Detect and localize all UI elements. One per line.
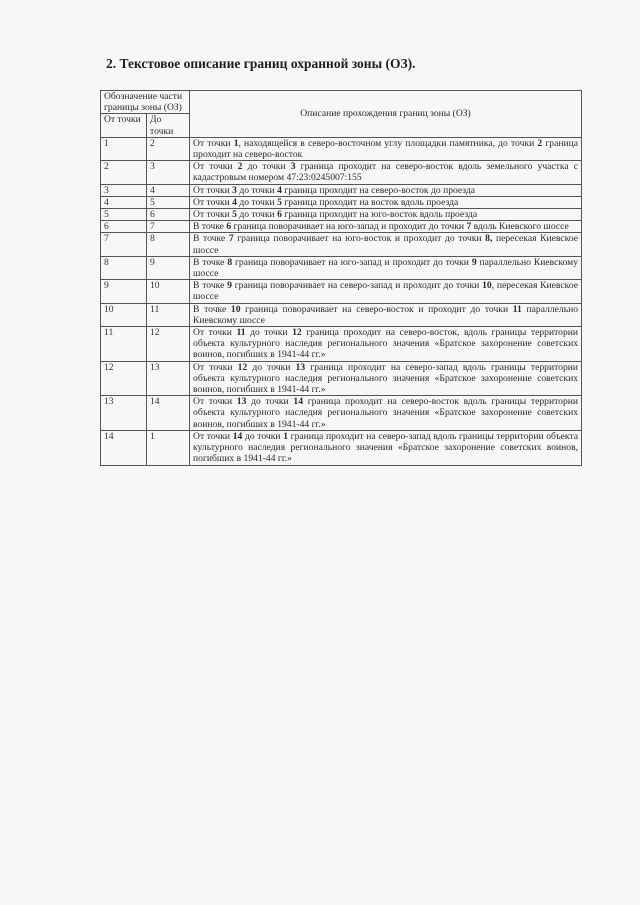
description-cell (190, 327, 582, 362)
point-number: 4 (232, 196, 237, 208)
to-point-cell: 6 (147, 209, 190, 221)
table-row (101, 430, 582, 465)
to-point-cell: 3 (147, 161, 190, 184)
header-description: Описание прохождения границ зоны (ОЗ) (190, 91, 582, 138)
description-cell (190, 233, 582, 256)
table-row (101, 396, 582, 431)
description-text: граница поворачивает на северо-запад и проходит до точки (231, 280, 483, 292)
table-header-row (101, 91, 582, 114)
description-cell (190, 256, 582, 279)
point-number: 8, (485, 233, 493, 245)
point-number: 6 (226, 221, 232, 233)
description-text: граница проходит на юго-восток вдоль проезда (281, 209, 478, 221)
description-text: В точке (193, 256, 228, 268)
from-point-cell: 4 (101, 196, 147, 208)
table-body (101, 137, 582, 465)
zone-boundary-table (100, 90, 582, 466)
header-zone-part: Обозначение части границы зоны (ОЗ) (101, 91, 190, 114)
point-number: 4 (277, 184, 282, 196)
description-cell (190, 209, 582, 221)
description-text: В точке (193, 280, 228, 292)
to-point-cell: 14 (147, 396, 190, 431)
description-cell (190, 137, 582, 160)
point-number: 10 (230, 303, 241, 315)
description-cell (190, 396, 582, 431)
table-row (101, 137, 582, 160)
description-text: до точки (242, 161, 291, 173)
table-row (101, 280, 582, 303)
description-cell (190, 280, 582, 303)
description-text: граница проходит на северо-восток до проезда (281, 184, 476, 196)
description-text: граница проходит на северо-запад вдоль границы территории объекта культурного наследия регионального значения «Братское захоронение советских воинов, погибших в 1941-44 гг.» (193, 430, 579, 465)
to-point-cell: 7 (147, 221, 190, 233)
from-point-cell: 8 (101, 256, 147, 279)
description-text: граница поворачивает на юго-восток и проходит до точки (233, 233, 486, 245)
table-row (101, 361, 582, 396)
point-number: 8 (227, 256, 233, 268)
description-text: граница проходит на северо-восток (193, 137, 578, 161)
description-text: граница поворачивает на юго-запад и проходит до точки (231, 221, 467, 233)
description-text: до точки (247, 361, 296, 373)
header-to-point: До точки (147, 114, 190, 137)
description-text: , находящейся в северо-восточном углу площадки памятника, до точки (238, 137, 538, 149)
description-text: до точки (236, 196, 278, 208)
description-text: параллельно Киевскому шоссе (193, 256, 579, 280)
to-point-cell: 5 (147, 196, 190, 208)
point-number: 11 (512, 303, 522, 315)
description-text: От точки (193, 361, 238, 373)
description-text: В точке (193, 303, 231, 315)
description-cell (190, 221, 582, 233)
point-number: 5 (232, 209, 237, 221)
table-row (101, 196, 582, 208)
from-point-cell: 5 (101, 209, 147, 221)
to-point-cell: 2 (147, 137, 190, 160)
from-point-cell: 1 (101, 137, 147, 160)
table-row (101, 221, 582, 233)
section-heading: 2. Текстовое описание границ охранной зоны (ОЗ). (106, 56, 416, 71)
point-number: 1 (233, 137, 239, 149)
description-cell (190, 196, 582, 208)
description-text: вдоль Киевского шоссе (471, 221, 569, 233)
point-number: 14 (232, 430, 243, 442)
point-number: 2 (237, 161, 243, 173)
description-text: От точки (193, 184, 233, 196)
table-row (101, 233, 582, 256)
description-text: От точки (193, 430, 233, 442)
to-point-cell: 10 (147, 280, 190, 303)
table-row (101, 209, 582, 221)
description-cell (190, 303, 582, 326)
from-point-cell: 2 (101, 161, 147, 184)
from-point-cell: 3 (101, 184, 147, 196)
description-text: От точки (193, 327, 237, 339)
from-point-cell: 14 (101, 430, 147, 465)
point-number: 2 (537, 137, 543, 149)
description-text: От точки (193, 137, 234, 149)
point-number: 6 (277, 209, 282, 221)
description-text: параллельно Киевскому шоссе (193, 303, 579, 326)
description-text: От точки (193, 396, 237, 408)
description-text: От точки (193, 196, 233, 208)
from-point-cell: 6 (101, 221, 147, 233)
to-point-cell: 1 (147, 430, 190, 465)
description-cell (190, 361, 582, 396)
point-number: 13 (236, 396, 247, 408)
from-point-cell: 11 (101, 327, 147, 362)
description-text: граница поворачивает на северо-восток и проходит до точки (240, 303, 513, 315)
to-point-cell: 9 (147, 256, 190, 279)
description-text: граница поворачивает на юго-запад и проходит до точки (232, 256, 472, 268)
point-number: 3 (232, 184, 237, 196)
description-cell (190, 161, 582, 184)
description-text: граница проходит на северо-восток вдоль земельного участка с кадастровым номером 47:23:0245007:155 (193, 161, 579, 184)
description-text: В точке (193, 233, 229, 245)
from-point-cell: 10 (101, 303, 147, 326)
description-text: до точки (236, 184, 278, 196)
description-text: до точки (242, 430, 284, 442)
description-text: , пересекая Киевское шоссе (193, 280, 579, 303)
description-text: пересекая Киевское шоссе (193, 233, 578, 256)
point-number: 12 (292, 327, 302, 339)
point-number: 5 (277, 196, 282, 208)
from-point-cell: 13 (101, 396, 147, 431)
description-cell (190, 184, 582, 196)
to-point-cell: 12 (147, 327, 190, 362)
to-point-cell: 13 (147, 361, 190, 396)
description-text: до точки (245, 327, 293, 339)
description-text: до точки (246, 396, 294, 408)
point-number: 14 (293, 396, 303, 408)
point-number: 9 (227, 280, 232, 292)
from-point-cell: 9 (101, 280, 147, 303)
header-from-point: От точки (101, 114, 147, 137)
point-number: 3 (290, 161, 296, 173)
point-number: 7 (466, 221, 472, 233)
point-number: 1 (283, 430, 288, 442)
description-text: граница проходит на восток вдоль проезда (281, 196, 459, 208)
table-row (101, 161, 582, 184)
from-point-cell: 12 (101, 361, 147, 396)
to-point-cell: 8 (147, 233, 190, 256)
description-text: граница проходит на северо-запад вдоль границы территории объекта культурного наследия регионального значения «Братское захоронение советских воинов, погибших в 1941-44 гг.» (193, 361, 579, 396)
to-point-cell: 11 (147, 303, 190, 326)
description-text: От точки (193, 161, 238, 173)
description-text: до точки (236, 209, 278, 221)
description-cell (190, 430, 582, 465)
point-number: 7 (228, 233, 234, 245)
point-number: 13 (295, 361, 306, 373)
description-text: От точки (193, 209, 233, 221)
point-number: 12 (237, 361, 248, 373)
point-number: 9 (471, 256, 477, 268)
from-point-cell: 7 (101, 233, 147, 256)
to-point-cell: 4 (147, 184, 190, 196)
table-row (101, 327, 582, 362)
table-row (101, 303, 582, 326)
table-row (101, 256, 582, 279)
description-text: граница проходит на северо-восток, вдоль границы территории объекта культурного наследия регионального значения «Братское захоронение советских воинов, погибших в 1941-44 гг.» (193, 327, 579, 361)
point-number: 11 (236, 327, 246, 339)
description-text: В точке (193, 221, 227, 233)
table-row (101, 184, 582, 196)
description-text: граница проходит на северо-восток вдоль границы территории объекта культурного наследия регионального значения «Братское захоронение советских воинов, погибших в 1941-44 гг.» (193, 396, 579, 430)
point-number: 10 (482, 280, 492, 292)
